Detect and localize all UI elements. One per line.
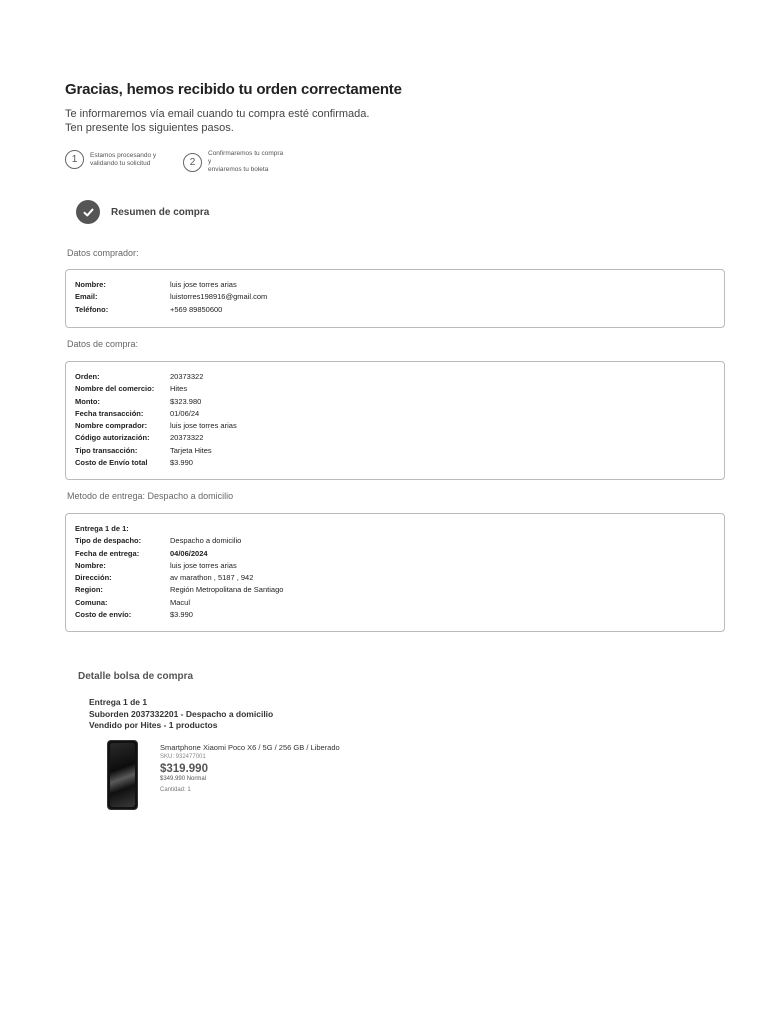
step-number-2: 2 (183, 153, 202, 172)
row-key: Nombre: (75, 280, 106, 289)
info-row (75, 584, 724, 596)
product-info (160, 743, 340, 793)
row-key: Nombre: (75, 560, 106, 570)
info-row (75, 535, 724, 547)
info-row (75, 371, 724, 383)
summary-label: Resumen de compra (111, 206, 210, 218)
row-key: Fecha de entrega: (75, 548, 140, 558)
info-row (75, 609, 724, 621)
row-value: Macul (170, 597, 191, 607)
row-value: 04/06/2024 (170, 548, 208, 558)
row-key: Dirección: (75, 573, 112, 583)
step-2 (183, 150, 288, 174)
detail-title: Detalle bolsa de compra (78, 671, 194, 682)
row-value: Región Metropolitana de Santiago (170, 585, 284, 595)
info-row (75, 291, 724, 303)
delivery-box (65, 513, 725, 632)
row-value: Hites (170, 384, 188, 394)
page-title: Gracias, hemos recibido tu orden correctamente (65, 81, 402, 98)
row-value: $323.980 (170, 396, 202, 406)
row-key: Comuna: (75, 597, 108, 607)
product-image (107, 740, 138, 810)
row-value: 01/06/24 (170, 408, 200, 418)
row-key: Tipo de despacho: (75, 536, 142, 546)
delivery-section-label: Metodo de entrega: Despacho a domicilio (67, 491, 234, 501)
row-key: Costo de Envío total (75, 458, 148, 468)
info-row (75, 597, 724, 609)
step-1-line-2: validando tu solicitud (90, 159, 151, 167)
info-row (75, 383, 724, 395)
row-key: Código autorización: (75, 433, 150, 443)
row-value: +569 89850600 (170, 304, 223, 314)
product-price: $319.990 (160, 763, 208, 775)
buyer-box (65, 269, 725, 328)
intro-line-1: Te informaremos vía email cuando tu compra esté confirmada. (65, 108, 370, 120)
row-value: luis jose torres arias (170, 421, 237, 431)
info-row (75, 445, 724, 457)
detail-line-1: Entrega 1 de 1 (89, 697, 148, 707)
intro-text (65, 107, 369, 135)
row-value: av marathon , 5187 , 942 (170, 573, 254, 583)
step-1 (65, 150, 170, 169)
row-value: $3.990 (170, 458, 193, 468)
step-number-1: 1 (65, 150, 84, 169)
buyer-section-label: Datos comprador: (67, 248, 139, 258)
info-row (75, 572, 724, 584)
step-1-line-1: Estamos procesando y (90, 151, 157, 159)
row-value: $3.990 (170, 610, 193, 620)
purchase-section-label: Datos de compra: (67, 339, 139, 349)
delivery-heading: Entrega 1 de 1: (75, 524, 129, 533)
row-key: Costo de envío: (75, 610, 132, 620)
row-key: Region: (75, 585, 103, 595)
row-value: luis jose torres arias (170, 560, 237, 570)
product-sku: SKU: 932477001 (160, 754, 206, 760)
row-key: Email: (75, 292, 98, 302)
row-value: 20373322 (170, 433, 204, 443)
row-key: Nombre comprador: (75, 421, 148, 431)
info-row (75, 396, 724, 408)
purchase-box (65, 361, 725, 480)
row-value: luistorres198916@gmail.com (170, 292, 268, 302)
row-key: Monto: (75, 396, 100, 406)
info-row (75, 279, 724, 291)
info-row (75, 432, 724, 444)
detail-line-2: Suborden 2037332201 - Despacho a domicilio (89, 708, 274, 719)
info-row (75, 304, 724, 316)
row-key: Orden: (75, 372, 100, 381)
detail-line-3: Vendido por Hites - 1 productos (89, 720, 218, 730)
detail-header (89, 697, 273, 732)
info-row (75, 548, 724, 560)
info-row (75, 408, 724, 420)
row-value: luis jose torres arias (170, 280, 237, 289)
product-normal-price: $349.990 Normal (160, 776, 207, 782)
step-2-line-2: enviaremos tu boleta (208, 166, 269, 173)
row-value: Despacho a domicilio (170, 536, 242, 546)
row-key: Fecha transacción: (75, 408, 144, 418)
delivery-heading-row (75, 523, 724, 535)
summary-header (76, 200, 209, 224)
info-row (75, 457, 724, 469)
row-value: Tarjeta Hites (170, 445, 212, 455)
row-key: Tipo transacción: (75, 445, 138, 455)
row-key: Nombre del comercio: (75, 384, 155, 394)
info-row (75, 560, 724, 572)
step-2-line-1: Confirmaremos tu compra y (208, 150, 284, 165)
product-name: Smartphone Xiaomi Poco X6 / 5G / 256 GB / Liberado (160, 743, 340, 752)
step-2-text (208, 150, 288, 174)
step-1-text (90, 152, 170, 168)
intro-line-2: Ten presente los siguientes pasos. (65, 122, 234, 134)
row-value: 20373322 (170, 372, 204, 381)
row-key: Teléfono: (75, 304, 109, 314)
check-circle-icon (76, 200, 100, 224)
info-row (75, 420, 724, 432)
product-quantity: Cantidad: 1 (160, 787, 191, 793)
